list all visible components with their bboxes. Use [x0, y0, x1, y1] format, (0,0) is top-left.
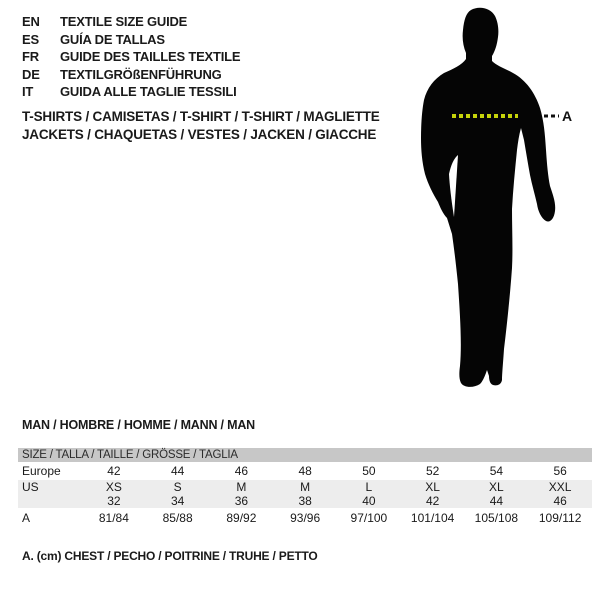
table-cell: 105/108: [474, 511, 519, 525]
table-cell: 46: [234, 464, 249, 478]
table-cell: L: [365, 480, 373, 494]
table-cell: 93/96: [290, 511, 321, 525]
size-table: [18, 448, 592, 528]
table-cell: 81/84: [98, 511, 129, 525]
table-cell: 101/104: [410, 511, 455, 525]
category-line-jackets: JACKETS / CHAQUETAS / VESTES / JACKEN / GIACCHE: [22, 126, 377, 142]
measure-label-a: A: [562, 108, 573, 124]
row-label: Europe: [22, 464, 61, 478]
language-code: DE: [22, 66, 40, 82]
table-cell: XL: [489, 480, 504, 494]
table-row-us: [18, 480, 592, 494]
man-silhouette-figure: [400, 4, 575, 392]
section-title-man: MAN / HOMBRE / HOMME / MANN / MAN: [22, 418, 255, 432]
table-cell: 36: [234, 494, 249, 508]
language-code: EN: [22, 14, 40, 29]
table-cell: 85/88: [162, 511, 193, 525]
list-item: [22, 66, 240, 84]
table-cell: 32: [107, 494, 121, 508]
list-item: [22, 13, 240, 31]
language-title: GUIDE DES TAILLES TEXTILE: [60, 49, 241, 65]
list-item: [22, 48, 240, 66]
language-title-list: [22, 13, 240, 101]
table-cell: M: [300, 480, 311, 494]
table-cell: 34: [170, 494, 185, 508]
row-label: US: [22, 480, 39, 494]
table-row-chest-a: [18, 508, 592, 528]
table-cell: 52: [425, 464, 440, 478]
list-item: [22, 31, 240, 49]
table-cell: 44: [170, 464, 185, 478]
list-item: [22, 83, 240, 101]
table-cell: 56: [553, 464, 567, 478]
table-cell: 48: [298, 464, 312, 478]
table-cell: 109/112: [538, 511, 582, 525]
table-cell: 42: [107, 464, 121, 478]
size-table-header: [18, 448, 592, 462]
table-cell: M: [236, 480, 247, 494]
table-cell: XL: [425, 480, 440, 494]
table-cell: XXL: [548, 480, 572, 494]
language-code: ES: [22, 31, 39, 47]
garment-category-lines: [22, 108, 380, 143]
table-cell: 89/92: [226, 511, 257, 525]
table-cell: 44: [489, 494, 504, 508]
language-title: TEXTILE SIZE GUIDE: [60, 14, 188, 29]
table-cell: 46: [553, 494, 567, 508]
table-cell: 54: [489, 464, 504, 478]
language-title: GUÍA DE TALLAS: [60, 31, 165, 47]
language-code: FR: [22, 49, 39, 65]
table-cell: 38: [298, 494, 312, 508]
size-table-header-label: SIZE / TALLA / TAILLE / GRÖSSE / TAGLIA: [22, 449, 238, 461]
table-row-europe: [18, 462, 592, 480]
table-cell: XS: [105, 480, 122, 494]
table-row-numeric: [18, 494, 592, 508]
row-label: A: [22, 511, 31, 525]
table-cell: 42: [425, 494, 440, 508]
table-cell: S: [173, 480, 182, 494]
language-code: IT: [22, 84, 34, 100]
category-line-tshirts: T-SHIRTS / CAMISETAS / T-SHIRT / T-SHIRT / MAGLIETTE: [22, 109, 380, 124]
measurement-footnote: A. (cm) CHEST / PECHO / POITRINE / TRUHE / PETTO: [22, 549, 318, 563]
table-cell: 50: [362, 464, 376, 478]
language-title: TEXTILGRÖßENFÜHRUNG: [60, 66, 222, 82]
man-silhouette: [421, 8, 555, 387]
language-title: GUIDA ALLE TAGLIE TESSILI: [60, 84, 237, 100]
table-cell: 40: [362, 494, 376, 508]
table-cell: 97/100: [350, 511, 388, 525]
